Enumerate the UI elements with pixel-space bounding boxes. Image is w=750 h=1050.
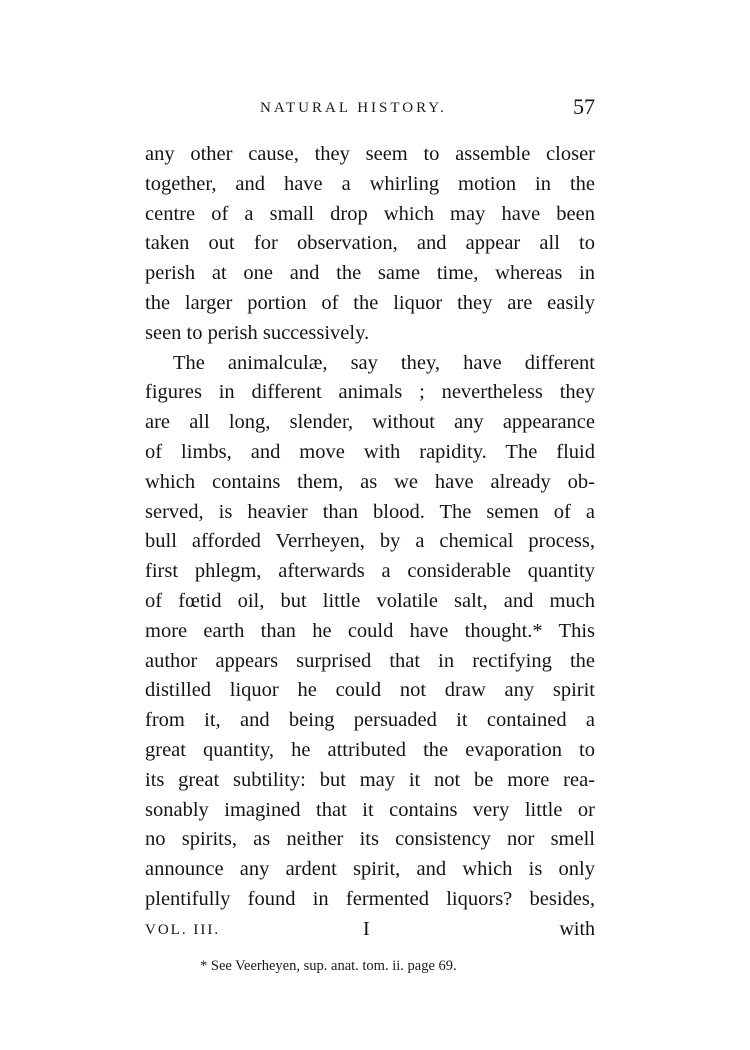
text-line: from it, and being persuaded it contained a — [145, 709, 595, 732]
text-line: any other cause, they seem to assemble closer — [145, 143, 595, 165]
text-line: first phlegm, afterwards a considerable quantity — [145, 560, 595, 583]
paragraph-2 — [145, 349, 595, 915]
page-header — [145, 90, 595, 130]
text-line: the larger portion of the liquor they are easily — [145, 291, 595, 314]
text-line: seen to perish successively. — [145, 321, 370, 344]
text-line: more earth than he could have thought.* This — [145, 619, 595, 642]
text-line: which contains them, as we have already ob- — [145, 470, 595, 493]
text-line: centre of a small drop which may have been — [145, 202, 595, 225]
text-line: of limbs, and move with rapidity. The fluid — [145, 440, 595, 463]
text-line: are all long, slender, without any appearance — [145, 411, 595, 434]
page-footer — [145, 918, 595, 948]
text-line: perish at one and the same time, whereas in — [145, 262, 595, 285]
text-line: served, is heavier than blood. The semen of a — [145, 500, 595, 523]
signature-mark: I — [363, 918, 370, 940]
text-line: of fœtid oil, but little volatile salt, and much — [145, 589, 595, 612]
footnote: * See Veerheyen, sup. anat. tom. ii. page 69. — [200, 958, 457, 974]
volume-label: VOL. III. — [145, 922, 221, 938]
catchword: with — [559, 918, 595, 940]
running-head: NATURAL HISTORY. — [260, 100, 447, 116]
body-text — [145, 140, 595, 915]
text-line: distilled liquor he could not draw any spirit — [145, 679, 595, 702]
page-number: 57 — [573, 94, 595, 119]
text-line: its great subtility: but may it not be more rea- — [145, 768, 595, 791]
text-line: sonably imagined that it contains very little or — [145, 798, 595, 821]
text-line: great quantity, he attributed the evaporation to — [145, 738, 595, 761]
text-line: no spirits, as neither its consistency nor smell — [145, 828, 595, 851]
text-line: author appears surprised that in rectifying the — [145, 649, 595, 672]
text-line: plentifully found in fermented liquors? besides, — [145, 887, 595, 910]
paragraph-1 — [145, 140, 595, 349]
text-line: together, and have a whirling motion in the — [145, 172, 595, 195]
text-line: announce any ardent spirit, and which is only — [145, 858, 595, 881]
text-line: figures in different animals ; nevertheless they — [145, 381, 595, 404]
text-line: The animalculæ, say they, have different — [173, 351, 595, 374]
text-line: taken out for observation, and appear all to — [145, 232, 595, 255]
text-line: bull afforded Verrheyen, by a chemical process, — [145, 530, 595, 553]
